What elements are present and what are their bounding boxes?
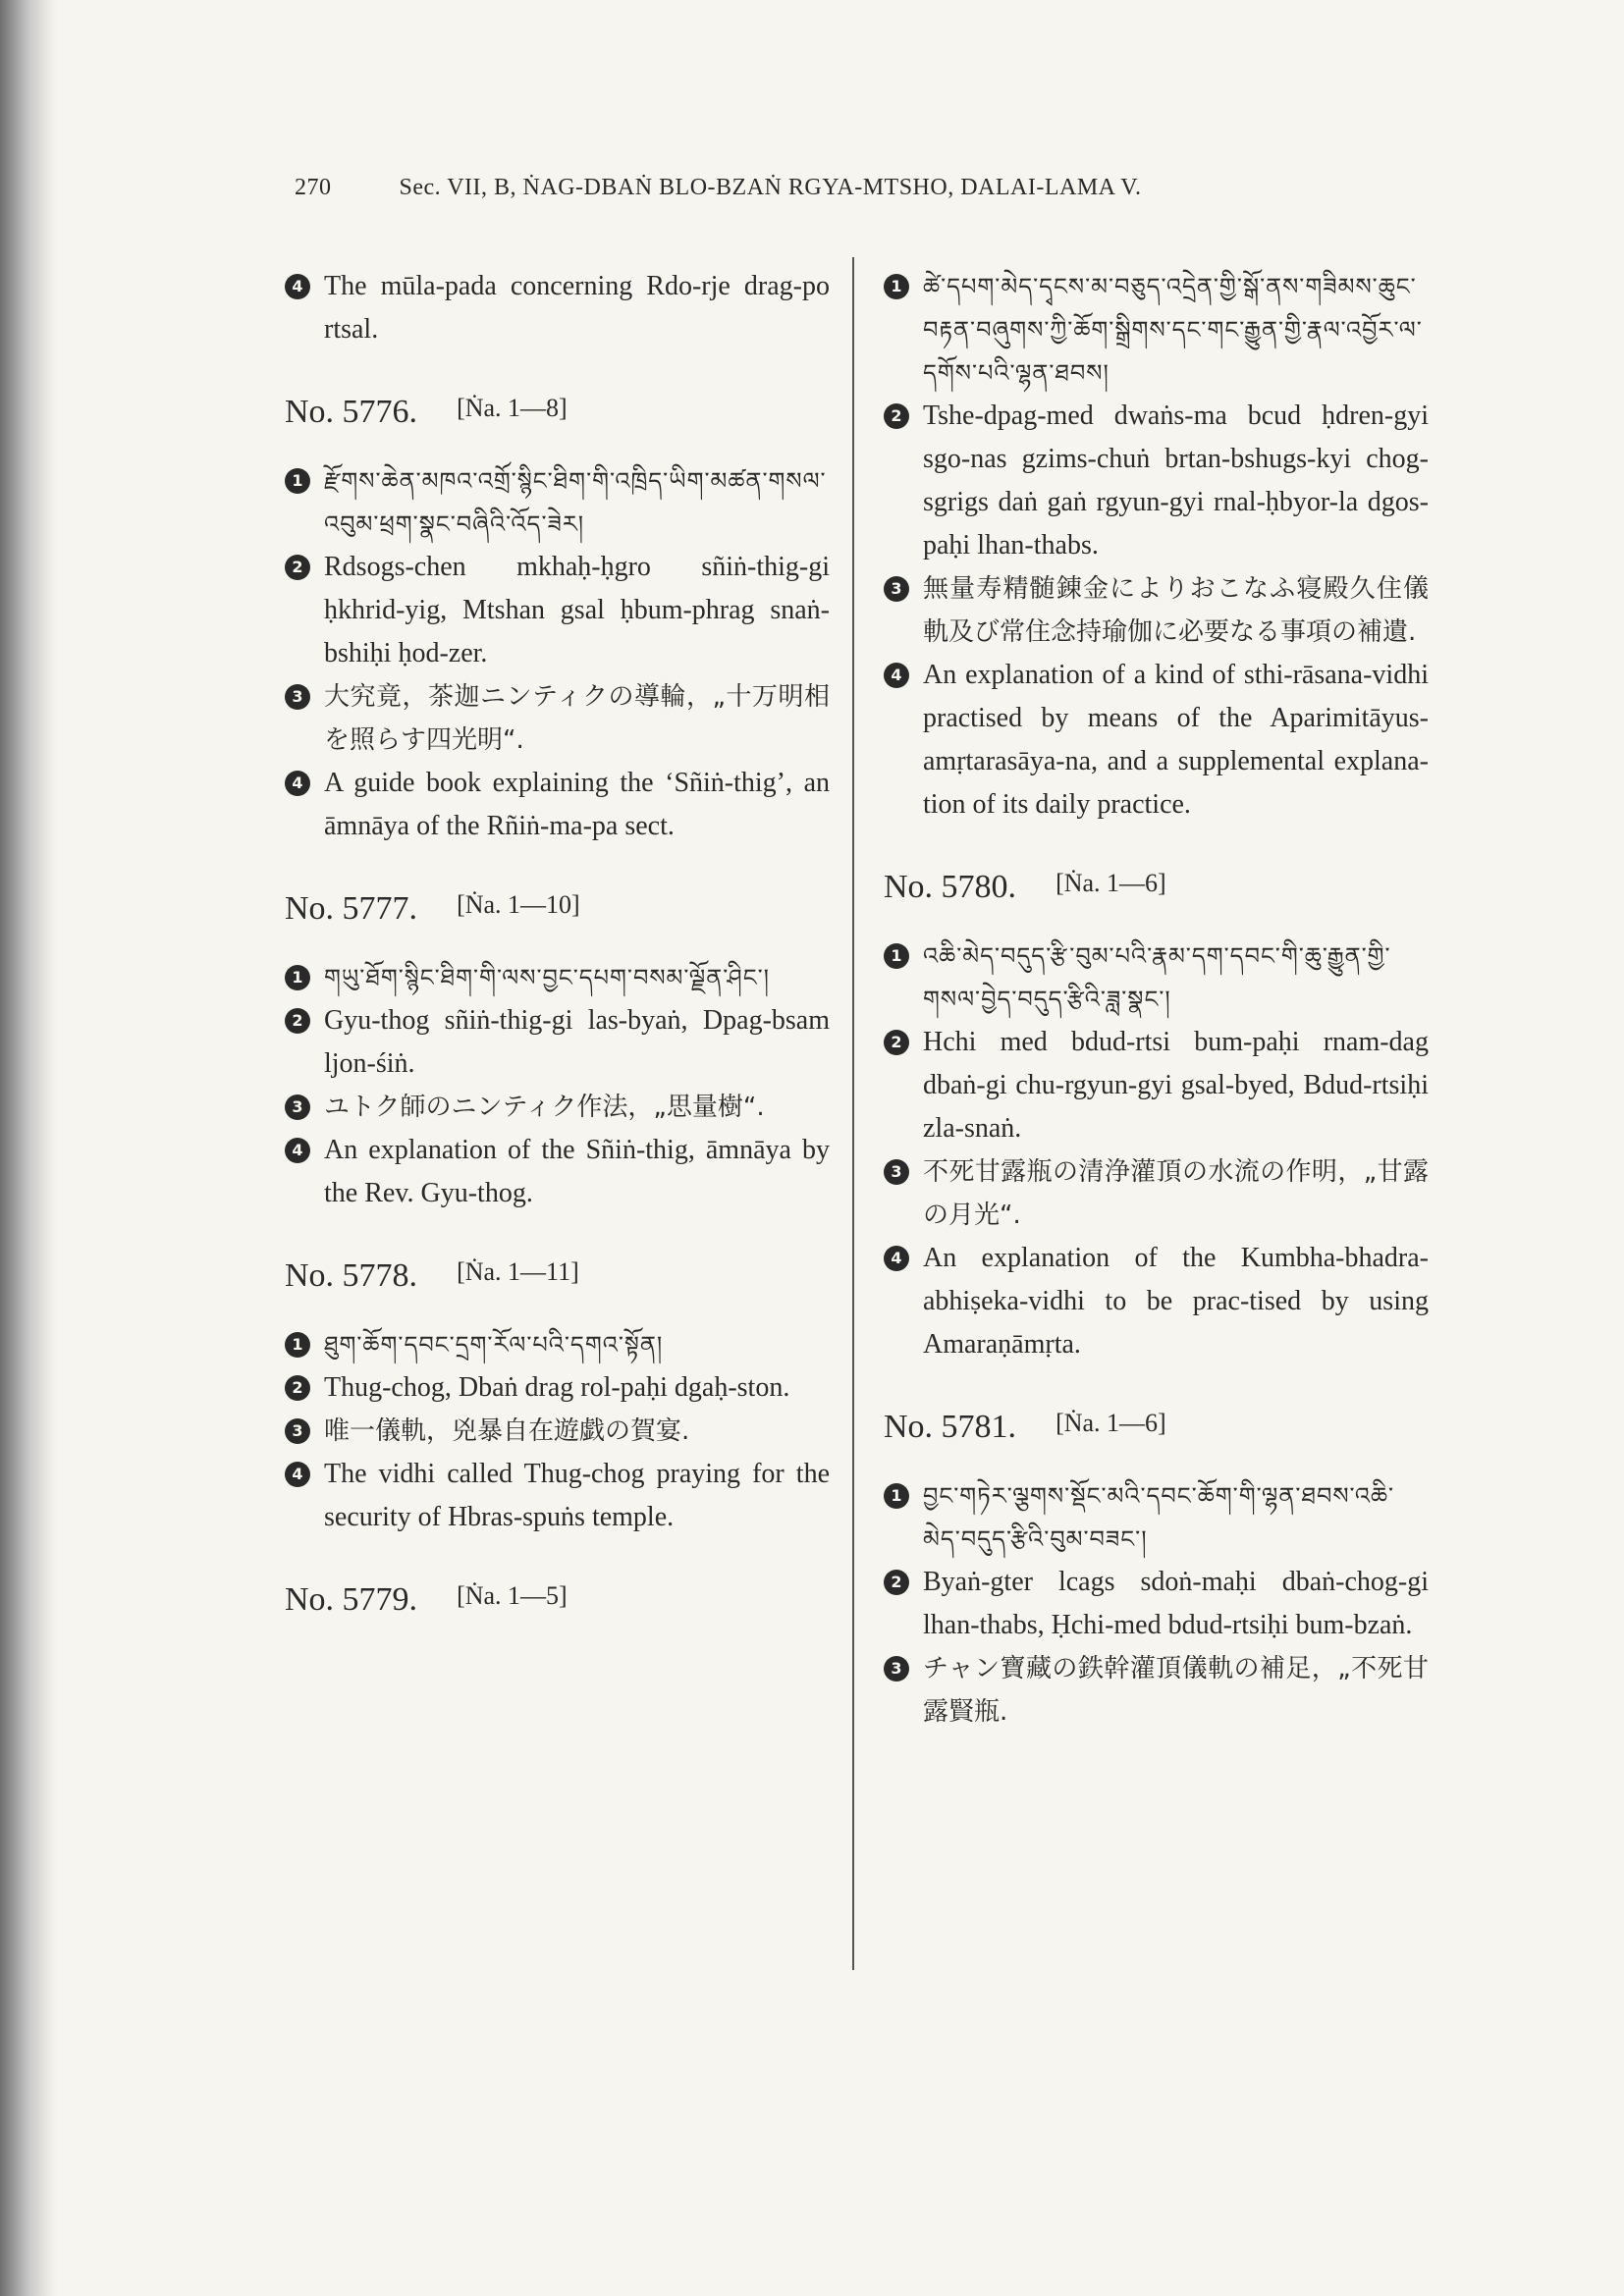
item-marker: 3 [884,1656,909,1682]
item-text: The vidhi called Thug-chog praying for the security of Hbras-spuṅs temple. [324,1459,830,1532]
tibetan-title: ཐུག་ཆོག་དབང་དྲག་རོལ་པའི་དགའ་སྟོན། [324,1331,664,1359]
japanese-title: チャン寶藏の鉄幹灌頂儀軌の補足，„不死甘露賢瓶. [923,1654,1429,1727]
catalog-entry [285,1575,830,1622]
list-item [884,654,1429,827]
item-text: Thug-chog, Dbaṅ drag rol-paḥi dgaḥ-ston. [324,1372,790,1403]
list-item [285,1323,830,1366]
entry-reference: [Ṅa. 1—10] [457,890,580,919]
entry-heading [285,387,830,434]
item-marker: 2 [285,555,310,580]
tibetan-title: བྱང་གཏེར་ལྕགས་སྡོང་མའི་དབང་ཆོག་གི་ལྷན་ཐབས་འཆི་མེད་བདུད་རྩིའི་བུམ་བཟང་། [923,1482,1395,1553]
list-item [884,1021,1429,1150]
entry-reference: [Ṅa. 1—5] [457,1581,568,1610]
list-item [884,395,1429,567]
item-marker: 1 [285,468,310,494]
list-item [285,1086,830,1129]
item-marker: 3 [884,576,909,602]
entry-heading [285,1575,830,1622]
item-text: Tshe-dpag-med dwaṅs-ma bcud ḥdren-gyi sgo-nas gzims-chuṅ brtan-bshugs-kyi chog-sgrigs daṅ gaṅ rgyun-gyi rnal-ḥbyor-la dgos-paḥi lhan-thabs. [923,400,1429,561]
item-marker: 4 [285,1138,310,1163]
tibetan-title: གཡུ་ཐོག་སྙིང་ཐིག་གི་ལས་བྱང་དཔག་བསམ་ལྗོན་ཤིང་། [324,964,770,991]
item-marker: 2 [884,403,909,429]
list-item [285,999,830,1086]
item-text: The mūla-pada concerning Rdo-rje drag-po rtsal. [324,271,830,345]
item-marker: 3 [285,1095,310,1120]
list-item [884,1237,1429,1366]
item-marker: 1 [285,1332,310,1358]
item-marker: 4 [285,1462,310,1487]
item-marker: 3 [884,1159,909,1185]
item-marker: 4 [285,771,310,796]
catalog-entry [884,862,1429,1366]
entry-heading [884,1402,1429,1449]
item-text: A guide book explaining the ‘Sñiṅ-thig’, an āmnāya of the Rñiṅ-ma-pa sect. [324,768,830,841]
item-text: Byaṅ-gter lcags sdoṅ-maḥi dbaṅ-chog-gi lhan-thabs, Ḥchi-med bdud-rtsiḥi bum-bzaṅ. [923,1567,1429,1640]
list-item [884,1474,1429,1561]
entry-number: No. 5777. [285,890,418,927]
list-item [285,1366,830,1410]
item-text: An explanation of the Kumbha-bhadra-abhiṣeka-vidhi to be prac-tised by using Amaraṇāmṛta. [923,1243,1429,1360]
item-text: Gyu-thog sñiṅ-thig-gi las-byaṅ, Dpag-bsam ljon-śiṅ. [324,1005,830,1079]
item-text: Rdsogs-chen mkhaḥ-ḥgro sñiṅ-thig-gi ḥkhrid-yig, Mtshan gsal ḥbum-phrag snaṅ-bshiḥi ḥod-zer. [324,552,830,668]
japanese-title: 唯一儀軌，兇暴自在遊戯の賀宴. [324,1416,690,1446]
list-item [884,265,1429,395]
entry-number: No. 5779. [285,1581,418,1618]
item-marker: 4 [285,274,310,299]
entry-reference: [Ṅa. 1—6] [1056,1409,1166,1437]
entry-reference: [Ṅa. 1—11] [457,1257,579,1286]
catalog-entry [285,1251,830,1539]
list-item [884,1647,1429,1734]
entry-number: No. 5780. [884,869,1017,905]
list-item [884,934,1429,1021]
entry-heading [884,862,1429,909]
entry-reference: [Ṅa. 1—6] [1056,869,1166,897]
japanese-title: 大究竟，茶迦ニンティクの導輪，„十万明相を照らす四光明“. [324,682,830,755]
item-marker: 1 [884,1483,909,1509]
item-marker: 3 [285,1418,310,1444]
list-item [285,762,830,848]
item-marker: 1 [884,274,909,299]
item-marker: 3 [285,684,310,710]
item-text: Hchi med bdud-rtsi bum-paḥi rnam-dag dbaṅ-gi chu-rgyun-gyi gsal-byed, Bdud-rtsiḥi zla-snaṅ. [923,1027,1429,1144]
list-item [884,567,1429,654]
item-marker: 1 [884,943,909,969]
tibetan-title: འཆི་མེད་བདུད་རྩི་བུམ་པའི་རྣམ་དག་དབང་གི་ཆུ་རྒྱུན་གྱི་གསལ་བྱེད་བདུད་རྩིའི་ཟླ་སྣང་། [923,942,1391,1013]
list-item [285,546,830,675]
entry-reference: [Ṅa. 1—8] [457,394,568,422]
item-marker: 4 [884,1246,909,1271]
list-item [884,1561,1429,1647]
list-item [884,1150,1429,1237]
item-text: An explanation of a kind of sthi-rāsana-vidhi practised by means of the Aparimitāyus-amṛtarasāya-na, and a supplemental explana-tion of its daily practice. [923,660,1429,820]
entry-number: No. 5778. [285,1257,418,1294]
item-marker: 2 [884,1570,909,1595]
list-item [285,1129,830,1215]
item-marker: 2 [285,1375,310,1401]
item-marker: 4 [884,663,909,688]
item-marker: 1 [285,965,310,990]
item-text: An explanation of the Sñiṅ-thig, āmnāya by the Rev. Gyu-thog. [324,1135,830,1208]
japanese-title: ユトク師のニンティク作法，„思量樹“. [324,1093,765,1122]
column-divider [852,257,854,1970]
left-column [285,265,830,1647]
page-number: 270 [295,175,332,200]
tibetan-title: ཚེ་དཔག་མེད་དྭངས་མ་བཅུད་འདྲེན་གྱི་སྒོ་ནས་གཟིམས་ཆུང་བརྟན་བཞུགས་ཀྱི་ཆོག་སྒྲིགས་དང་གང་རྒྱུན་གྱི་རྣལ་འབྱོར་ལ་དགོས་པའི་ལྷན་ཐབས། [923,273,1423,387]
japanese-title: 無量寿精髄錬金によりおこなふ寝殿久住儀軌及び常住念持瑜伽に必要なる事項の補遺. [923,574,1429,647]
item-marker: 2 [285,1008,310,1034]
running-header [295,175,1375,201]
running-title: Sec. VII, B, ṄAG-DBAṄ BLO-BZAṄ RGYA-MTSHO, DALAI-LAMA V. [399,175,1142,200]
list-item [285,265,830,351]
list-item [285,1453,830,1539]
entry-number: No. 5781. [884,1409,1017,1445]
japanese-title: 不死甘露瓶の清浄灌頂の水流の作明，„甘露の月光“. [923,1157,1429,1230]
entry-heading [285,883,830,931]
item-marker: 2 [884,1030,909,1055]
catalog-entry [285,883,830,1215]
scan-binding-edge [0,0,57,2296]
tibetan-title: རྫོགས་ཆེན་མཁའ་འགྲོ་སྙིང་ཐིག་གི་འཁྲིད་ཡིག་མཚན་གསལ་འབུམ་ཕྲག་སྣང་བཞིའི་འོད་ཟེར། [324,467,827,538]
catalog-entry [884,1402,1429,1734]
entry-heading [285,1251,830,1298]
list-item [285,675,830,762]
right-column [884,265,1429,1734]
catalog-entry [285,387,830,848]
list-item [285,459,830,546]
list-item [285,1410,830,1453]
list-item [285,956,830,999]
entry-number: No. 5776. [285,394,418,430]
